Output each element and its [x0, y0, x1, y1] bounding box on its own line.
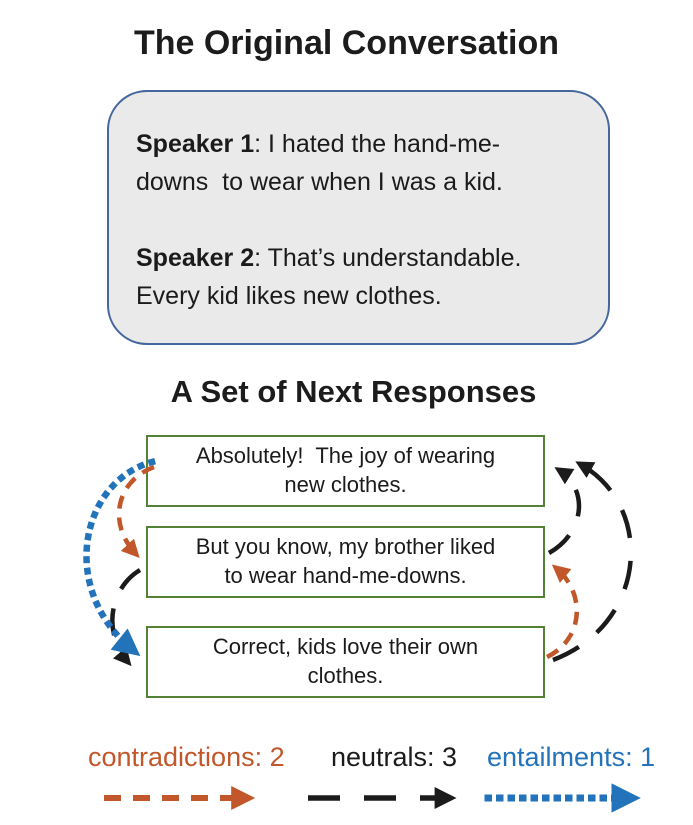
- speaker1-label: Speaker 1: [136, 130, 255, 158]
- conversation-card: [107, 90, 610, 345]
- speaker2-label: Speaker 2: [136, 244, 255, 272]
- response-3-line1: Correct, kids love their own: [212, 634, 479, 659]
- speaker2-text-start: : That’s understandable.: [254, 244, 522, 272]
- response-box-1: [146, 435, 545, 507]
- speaker1-text-start: : I hated the hand-me-: [254, 130, 501, 158]
- arrow-neutral-r3-r1: [553, 464, 631, 660]
- speaker2-message: [136, 239, 574, 315]
- responses-section-title: A Set of Next Responses: [170, 374, 537, 409]
- speaker2-line1: [136, 239, 574, 277]
- response-1-line2: new clothes.: [284, 472, 407, 497]
- conversation-section-title: The Original Conversation: [133, 24, 560, 62]
- arrow-neutral-r2-r3: [112, 570, 140, 662]
- arrow-entailment-r1-r3: [87, 462, 152, 651]
- legend-arrows-canvas: [0, 778, 693, 818]
- legend-label-contradictions: contradictions: 2: [88, 742, 285, 772]
- response-2-line1: But you know, my brother liked: [195, 534, 496, 559]
- response-3-line2: clothes.: [307, 663, 384, 688]
- speaker1-message: [136, 125, 574, 201]
- speaker1-line2: downs to wear when I was a kid.: [136, 168, 503, 196]
- legend-label-neutrals: neutrals: 3: [331, 742, 458, 772]
- response-box-2: [146, 526, 545, 598]
- speaker2-line2: Every kid likes new clothes.: [136, 282, 442, 310]
- speaker1-line1: [136, 125, 574, 163]
- response-1-line1: Absolutely! The joy of wearing: [195, 443, 496, 468]
- legend-label-entailments: entailments: 1: [487, 742, 656, 772]
- response-box-3: [146, 626, 545, 698]
- arrow-neutral-r2-r1: [549, 470, 579, 553]
- response-2-line2: to wear hand-me-downs.: [224, 563, 467, 588]
- arrow-contradiction-r3-r2: [547, 568, 577, 657]
